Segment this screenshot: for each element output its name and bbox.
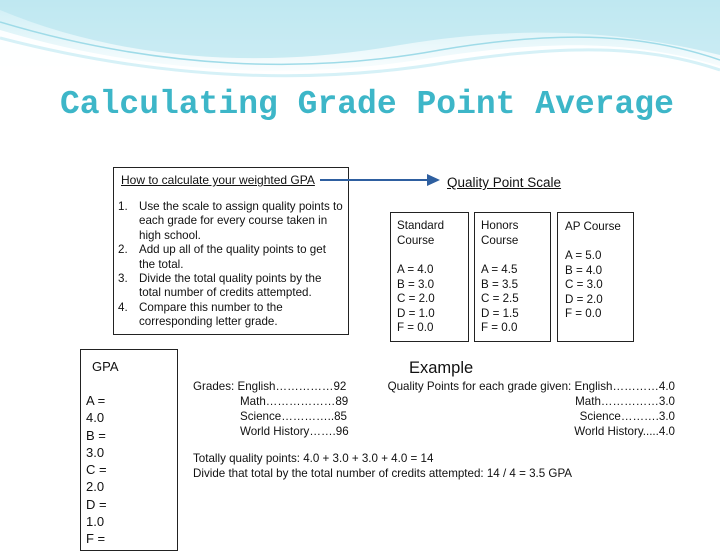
gpa-value: 2.0 — [86, 479, 105, 495]
page-title: Calculating Grade Point Average — [60, 86, 674, 123]
step-text: Add up all of the quality points to get the total. — [139, 243, 326, 271]
gpa-value: F = — [86, 531, 106, 547]
grade-value: B = 3.0 — [397, 277, 435, 291]
ap-grade-list — [565, 249, 603, 322]
grade-value: A = 4.0 — [397, 263, 434, 276]
grade-value: D = 2.0 — [565, 292, 603, 306]
gpa-value: B = — [86, 427, 106, 443]
gpa-value: 3.0 — [86, 444, 105, 460]
step-number: 1. — [118, 200, 128, 213]
step-number: 4. — [118, 300, 128, 314]
gpa-value: A = — [86, 393, 106, 408]
total-line: Totally quality points: 4.0 + 3.0 + 3.0 + 4.0 = 14 — [193, 452, 434, 465]
quality-point-line: World History.....4.0 — [574, 425, 675, 438]
gpa-value: D = — [86, 496, 107, 512]
grade-value: C = 3.0 — [565, 278, 603, 292]
grade-value: A = 4.5 — [481, 263, 518, 276]
grade-line: Grades: English……………92 — [193, 380, 347, 393]
grade-value: D = 1.0 — [397, 306, 435, 320]
step-number: 2. — [118, 243, 128, 257]
example-quality-points — [378, 379, 675, 439]
how-to-heading: How to calculate your weighted GPA — [121, 173, 315, 187]
grade-line: World History…….96 — [240, 425, 349, 438]
grade-line: Math………………89 — [240, 395, 349, 408]
gpa-value: C = — [86, 462, 107, 478]
grade-value: A = 5.0 — [565, 249, 602, 262]
step-text: Use the scale to assign quality points to each grade for every course taken in high school. — [139, 200, 343, 242]
step-text: Compare this number to the corresponding letter grade. — [139, 300, 283, 329]
quality-point-line: Math……………3.0 — [575, 395, 675, 408]
example-grades — [193, 379, 349, 439]
ap-course-label: AP Course — [565, 220, 621, 233]
grade-value: B = 4.0 — [565, 263, 603, 277]
grade-value: B = 3.5 — [481, 277, 519, 291]
grade-value: D = 1.5 — [481, 306, 519, 320]
honors-grade-list — [481, 263, 519, 336]
total-line: Divide that total by the total number of credits attempted: 14 / 4 = 3.5 GPA — [193, 467, 573, 480]
step-number: 3. — [118, 272, 128, 286]
standard-grade-list — [397, 263, 435, 336]
scale-heading: Quality Point Scale — [447, 175, 562, 190]
step-text: Divide the total quality points by the total number of credits attempted. — [139, 272, 322, 300]
honors-course-label: Honors Course — [481, 219, 519, 247]
quality-point-line: Science……….3.0 — [579, 410, 675, 423]
quality-point-line: Quality Points for each grade given: English…………4.0 — [387, 380, 675, 393]
example-totals — [193, 451, 572, 481]
gpa-value: 1.0 — [86, 514, 105, 530]
example-heading: Example — [409, 359, 474, 377]
grade-value: F = 0.0 — [481, 321, 518, 335]
grade-line: Science…………..85 — [240, 410, 347, 423]
standard-course-label: Standard Course — [397, 219, 445, 247]
gpa-value: 4.0 — [86, 410, 105, 426]
grade-value: C = 2.0 — [397, 292, 435, 306]
grade-value: F = 0.0 — [565, 307, 602, 321]
grade-value: F = 0.0 — [397, 321, 434, 335]
gpa-label: GPA — [92, 359, 119, 374]
grade-value: C = 2.5 — [481, 292, 519, 306]
gpa-scale-list — [86, 392, 126, 548]
